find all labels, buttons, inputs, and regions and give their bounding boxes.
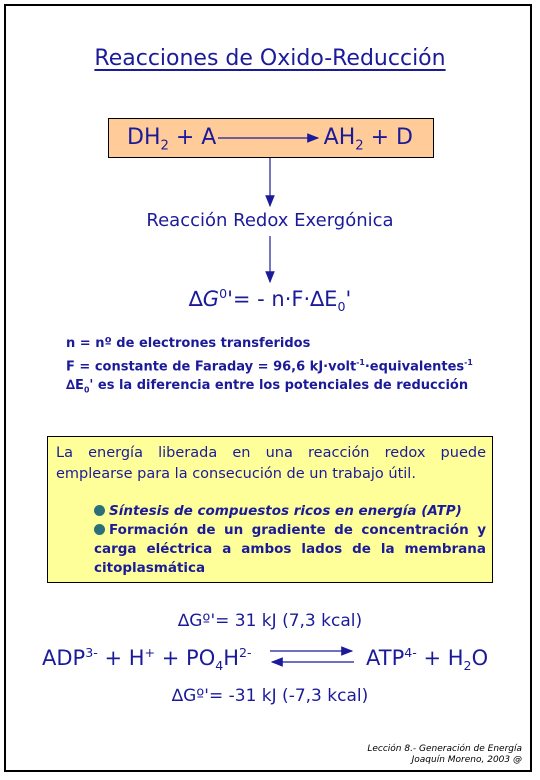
atp-dg-forward: ∆Gº'= 31 kJ (7,3 kcal) xyxy=(177,611,363,631)
definition-e0: $\Delta E_0'$ es la diferencia entre los potenciales de reducción xyxy=(66,378,469,395)
definition-f: F = constante de Faraday = 96,6 kJ·volt$^{-1}$·equivalentes$^{-1}$ xyxy=(66,358,473,375)
definition-n: n = nº de electrones transferidos xyxy=(66,336,311,351)
footer xyxy=(367,744,522,766)
footer-lesson: Lección 8.- Generación de Energía xyxy=(367,744,522,754)
energy-use-box xyxy=(47,436,493,583)
page-title: Reacciones de Oxido-Reducción xyxy=(94,46,446,71)
redox-label: Reacción Redox Exergónica xyxy=(146,210,394,231)
atp-reactants: $ADP^{3-} + H^+ + PO_4H^{2-}$ xyxy=(42,645,252,674)
energy-use-item-gradient: Formación de un gradiente de concentración y carga eléctrica a ambos lados de la membrana citoplasmática xyxy=(94,522,486,576)
footer-author: Joaquín Moreno, 2003 @ xyxy=(411,755,522,765)
atp-products: $ATP^{4-} + H_2O$ xyxy=(366,645,489,674)
definitions xyxy=(66,334,473,400)
reaction-reactants: $DH_2 + A$ xyxy=(127,125,217,154)
bullet-icon xyxy=(94,505,105,516)
atp-dg-reverse: ∆Gº'= -31 kJ (-7,3 kcal) xyxy=(171,686,369,706)
energy-use-item-atp: Síntesis de compuestos ricos en energía (ATP) xyxy=(94,502,484,521)
energy-use-intro: La energía liberada en una reacción redox puede emplearse para la consecución de un trabajo útil. xyxy=(56,445,486,482)
bullet-icon xyxy=(94,524,105,535)
gibbs-equation: $\Delta G^0'= - n\cdot F\cdot\Delta E_0'$ xyxy=(188,286,352,315)
reaction-products: $AH_2 + D$ xyxy=(323,125,413,154)
